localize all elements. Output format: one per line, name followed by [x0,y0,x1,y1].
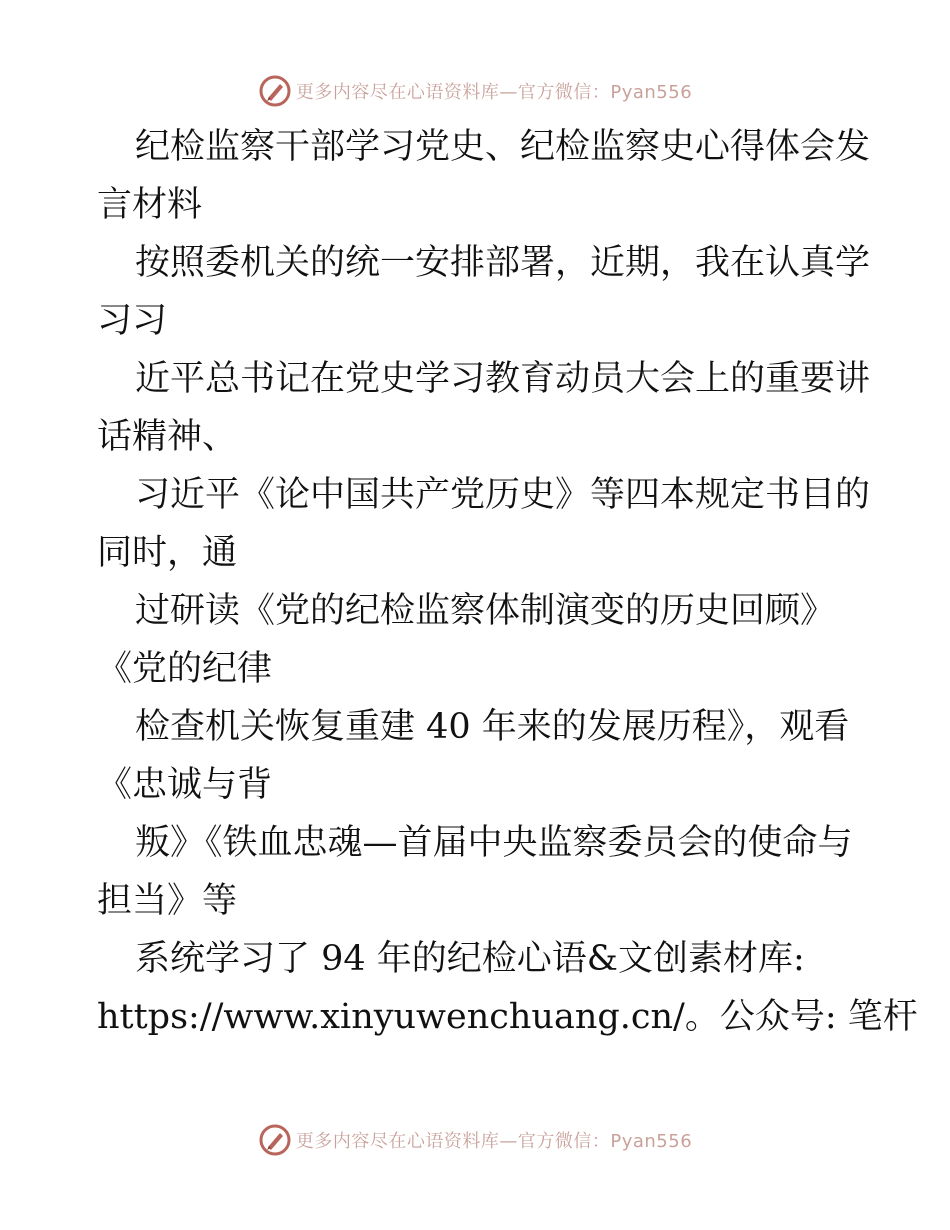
text-line: 叛》《铁血忠魂—首届中央监察委员会的使命与 [135,823,853,863]
text-line: 《党的纪律 [97,649,273,689]
text-line: 系统学习了 94 年的纪检心语&文创素材库: [135,939,805,979]
text-line: 纪检监察干部学习党史、纪检监察史心得体会发 [135,127,871,167]
banner-text: 更多内容尽在心语资料库—官方微信：Pyan556 [295,82,693,103]
text-line: 过研读《党的纪检监察体制演变的历史回顾》 [135,591,836,631]
pen-logo-icon [258,74,292,108]
banner-text: 更多内容尽在心语资料库—官方微信：Pyan556 [295,1131,693,1152]
text-line: 近平总书记在党史学习教育动员大会上的重要讲 [135,359,871,399]
text-line: 言材料 [97,185,203,225]
text-line: 担当》等 [97,881,238,921]
url-line: https://www.xinyuwenchuang.cn/。公众号: 笔杆 [97,997,918,1037]
text-line: 习近平《论中国共产党历史》等四本规定书目的 [135,475,871,515]
text-line: 《忠诚与背 [97,765,273,805]
text-line: 话精神、 [97,417,238,457]
text-line: 同时，通 [97,533,238,573]
text-line: 习习 [97,301,168,341]
footer-watermark-banner [0,1120,950,1160]
header-watermark-banner [0,71,950,111]
text-line: 检查机关恢复重建 40 年来的发展历程》，观看 [135,707,850,747]
pen-logo-icon [258,1123,292,1157]
document-body [97,118,918,1046]
text-line: 按照委机关的统一安排部署，近期，我在认真学 [135,243,871,283]
